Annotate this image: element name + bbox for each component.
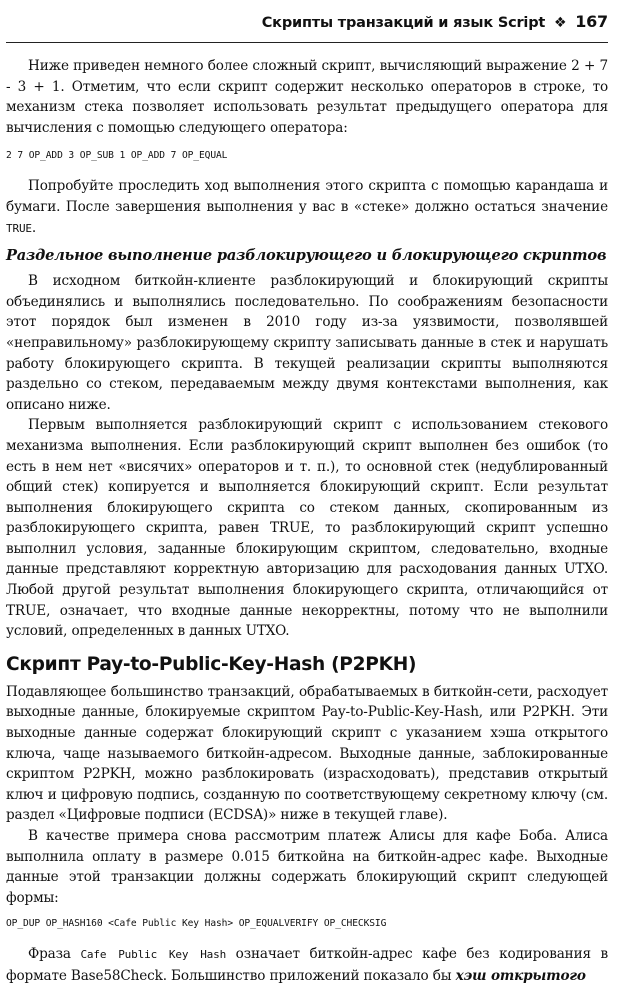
paragraph-6: В качестве примера снова рассмотрим платеж Алисы для кафе Боба. Алиса выполнила оплату в размере 0.015 биткойна на биткойн-адрес кафе. Выходные данные этой транзакции должны содержать блокирующий скрипт следующей формы: <box>6 828 608 906</box>
subsection-title: Раздельное выполнение разблокирующего и блокирующего скриптов <box>6 247 607 265</box>
paragraph-2-mono: TRUE <box>6 221 32 235</box>
paragraph-3: В исходном биткойн-клиенте разблокирующий и блокирующий скрипты объединялись и выполнялись последовательно. По соображениям безопасности этот порядок был изменен в 2010 году из-за уязвимости, позволявшей «неправильному» разблокирующему скрипту записывать данные в стек и нарушать работу блокирующего скрипта. В текущей реализации скрипты выполняются раздельно со стеком, передаваемым между двумя контекстами выполнения, как описано ниже. <box>6 273 608 413</box>
paragraph-4: Первым выполняется разблокирующий скрипт с использованием стекового механизма выполнения. Если разблокирующий скрипт выполнен без ошибок (то есть в нем нет «висячих» операторов и т. п.), то основной стек (недублированный общий стек) копируется и выполняется блокирующий скрипт. Если результат выполнения блокирующего скрипта со стеком данных, скопированным из разблокирующего скрипта, равен TRUE, то разблокирующий скрипт успешно выполнил условия, заданные блокирующим скриптом, следовательно, входные данные представляют корректную авторизацию для расходования данных UTXO. Любой другой результат выполнения блокирующего скрипта, отличающийся от TRUE, означает, что входные данные некорректны, потому что не выполнили условий, определенных в данных UTXO. <box>6 417 608 640</box>
page-content <box>6 56 608 987</box>
paragraph-2 <box>6 176 608 239</box>
paragraph-7 <box>6 944 608 986</box>
paragraph-7-italic: хэш открытого <box>455 967 586 984</box>
paragraph-5: Подавляющее большинство транзакций, обрабатываемых в биткойн-сети, расходует выходные данные, блокируемые скриптом Pay-to-Public-Key-Hash, или P2PKH. Эти выходные данные содержат блокирующий скрипт с указанием хэша открытого ключа, чаще называемого биткойн-адресом. Выходные данные, заблокированные скриптом P2PKH, можно разблокировать (израсходовать), представив открытый ключ и цифровую подпись, созданную по соответствующему секретному ключу (см. раздел «Цифровые подписи (ECDSA)» ниже в текущей главе). <box>6 683 608 824</box>
page-number: 167 <box>575 12 608 31</box>
section-title: Скрипт Pay-to-Public-Key-Hash (P2PKH) <box>6 653 417 675</box>
running-title: Скрипты транзакций и язык Script <box>261 15 546 31</box>
paragraph-1: Ниже приведен немного более сложный скрипт, вычисляющий выражение 2 + 7 - 3 + 1. Отметим, что если скрипт содержит несколько операторов в строке, то механизм стека позволяет использовать результат предыдущего оператора для вычисления с помощью следующего оператора: <box>6 58 608 136</box>
paragraph-7-middle: означает биткойн-адрес кафе без кодирования в формате Base58Check. Большинство приложений показало бы <box>6 946 608 984</box>
paragraph-7-mono: Cafe Public Key Hash <box>80 948 227 962</box>
code-line-1: 2 7 OP_ADD 3 OP_SUB 1 OP_ADD 7 OP_EQUAL <box>6 150 228 162</box>
code-line-2: OP_DUP OP_HASH160 <Cafe Public Key Hash> OP_EQUALVERIFY OP_CHECKSIG <box>6 918 387 930</box>
paragraph-2-end: . <box>31 219 37 236</box>
running-header <box>6 2 608 43</box>
diamond-ornament-icon: ❖ <box>553 15 567 31</box>
paragraph-2-text: Попробуйте проследить ход выполнения этого скрипта с помощью карандаша и бумаги. После завершения выполнения у вас в «стеке» должно остаться значение <box>6 178 608 215</box>
paragraph-7-text: Фраза <box>28 946 81 963</box>
